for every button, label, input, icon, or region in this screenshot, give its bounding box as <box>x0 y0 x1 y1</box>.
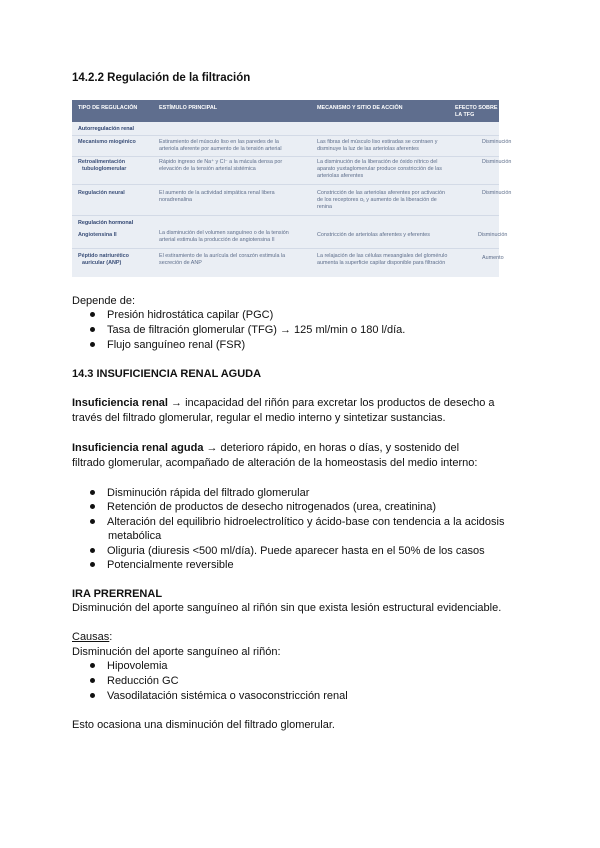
table-cell: de los receptores α₁ y aumento de la liberación de <box>317 197 437 203</box>
table-group-label: Regulación hormonal <box>78 220 134 226</box>
table-cell: elevación de la tensión arterial sistémica <box>159 166 256 172</box>
table-cell: Disminución <box>482 139 512 145</box>
table-divider <box>72 248 499 249</box>
table-cell: renina <box>317 204 332 210</box>
bullet-icon <box>90 312 95 317</box>
table-cell: arterial estimula la producción de angiotensina II <box>159 237 275 243</box>
list-item: Oliguria (diuresis <500 ml/día). Puede aparecer hasta en el 50% de los casos <box>90 544 485 559</box>
bullet-icon <box>90 548 95 553</box>
prerrenal-definition: Disminución del aporte sanguíneo al riñón sin que exista lesión estructural evidenciable. <box>72 602 502 614</box>
table-divider <box>72 215 499 216</box>
table-cell: Disminución <box>478 232 508 238</box>
table-cell: La relajación de las células mesangiales del glomérulo <box>317 253 448 259</box>
table-divider <box>72 156 499 157</box>
bullet-icon <box>90 693 95 698</box>
table-cell: aparato yuxtaglomerular produce constricción de las <box>317 166 442 172</box>
table-cell: disminuye la luz de las arteriolas aferentes <box>317 146 419 152</box>
bullet-icon <box>90 342 95 347</box>
table-cell: El aumento de la actividad simpática renal libera <box>159 190 275 196</box>
table-row-label: Mecanismo miogénico <box>78 139 136 145</box>
list-item: Presión hidrostática capilar (PGC) <box>90 308 273 323</box>
regulation-table <box>72 100 512 277</box>
table-header-cell: LA TFG <box>455 112 475 118</box>
bullet-icon <box>90 519 95 524</box>
table-divider <box>72 184 499 185</box>
ir-definition-line2: través del filtrado glomerular, regular el medio interno y sintetizar sustancias. <box>72 412 446 424</box>
causas-intro: Disminución del aporte sanguíneo al riñón: <box>72 646 281 658</box>
table-cell: aumenta la superficie capilar disponible para filtración <box>317 260 446 266</box>
table-group-label: Autorregulación renal <box>78 126 135 132</box>
subheading-prerrenal: IRA PRERRENAL <box>72 588 163 600</box>
ira-definition-line2: filtrado glomerular, acompañado de alteración de la homeostasis del medio interno: <box>72 457 478 469</box>
list-item-continuation: metabólica <box>108 530 162 542</box>
ira-definition-line1: Insuficiencia renal aguda → deterioro rápido, en horas o días, y sostenido del <box>72 442 460 454</box>
table-cell: Rápido ingreso de Na⁺ y Cl⁻ a la mácula densa por <box>159 159 283 165</box>
bullet-icon <box>90 678 95 683</box>
bullet-icon <box>90 663 95 668</box>
list-item: Vasodilatación sistémica o vasoconstricción renal <box>90 689 348 704</box>
table-cell: La disminución de la liberación de óxido nítrico del <box>317 159 438 165</box>
table-cell: La disminución del volumen sanguíneo o de la tensión <box>159 230 289 236</box>
table-cell: Aumento <box>482 255 504 261</box>
table-row-label: Retroalimentación <box>78 159 126 165</box>
table-row-label: Regulación neural <box>78 190 125 196</box>
table-row-label: tubuloglomerular <box>82 166 127 172</box>
table-cell: secreción de ANP <box>159 260 202 266</box>
causas-heading: Causas: <box>72 631 113 643</box>
list-item: Retención de productos de desecho nitrogenados (urea, creatinina) <box>90 500 436 515</box>
table-header <box>72 100 499 122</box>
list-item: Flujo sanguíneo renal (FSR) <box>90 338 245 353</box>
list-item: Reducción GC <box>90 674 179 689</box>
table-cell: arteriolas aferentes <box>317 173 364 179</box>
list-item: Disminución rápida del filtrado glomerular <box>90 486 309 501</box>
bullet-icon <box>90 562 95 567</box>
bullet-icon <box>90 327 95 332</box>
table-cell: arteriola aferente por aumento de la tensión arterial <box>159 146 282 152</box>
list-item: Alteración del equilibrio hidroelectrolítico y ácido-base con tendencia a la acidosis <box>90 515 504 530</box>
list-item: Potencialmente reversible <box>90 558 234 573</box>
table-cell: Constricción de arteriolas aferentes y eferentes <box>317 232 430 238</box>
table-header-cell: EFECTO SOBRE <box>455 105 498 111</box>
ir-definition-line1: Insuficiencia renal → incapacidad del riñón para excretar los productos de desecho a <box>72 397 495 409</box>
table-header-cell: ESTÍMULO PRINCIPAL <box>159 105 217 111</box>
table-cell: Disminución <box>482 159 512 165</box>
table-cell: Las fibras del músculo liso estiradas se contraen y <box>317 139 438 145</box>
table-header-cell: TIPO DE REGULACIÓN <box>78 105 138 111</box>
table-cell: Estiramiento del músculo liso en las paredes de la <box>159 139 279 145</box>
table-row-label: Péptido natriurético <box>78 253 129 259</box>
table-cell: noradrenalina <box>159 197 192 203</box>
bullet-icon <box>90 504 95 509</box>
list-item: Hipovolemia <box>90 659 168 674</box>
table-divider <box>72 135 499 136</box>
table-cell: Disminución <box>482 190 512 196</box>
bullet-icon <box>90 490 95 495</box>
conclusion-text: Esto ocasiona una disminución del filtrado glomerular. <box>72 719 335 731</box>
section-heading-filtration: 14.2.2 Regulación de la filtración <box>72 72 251 84</box>
table-row-label: Angiotensina II <box>78 232 117 238</box>
table-cell: El estiramiento de la aurícula del corazón estimula la <box>159 253 286 259</box>
table-cell: Constricción de las arteriolas aferentes por activación <box>317 190 445 196</box>
table-header-cell: MECANISMO Y SITIO DE ACCIÓN <box>317 105 403 111</box>
section-heading-ira: 14.3 INSUFICIENCIA RENAL AGUDA <box>72 368 262 380</box>
list-item: Tasa de filtración glomerular (TFG) → 125 ml/min o 180 l/día. <box>90 323 405 338</box>
table-row-label: auricular (ANP) <box>82 260 122 266</box>
depende-label: Depende de: <box>72 295 135 307</box>
